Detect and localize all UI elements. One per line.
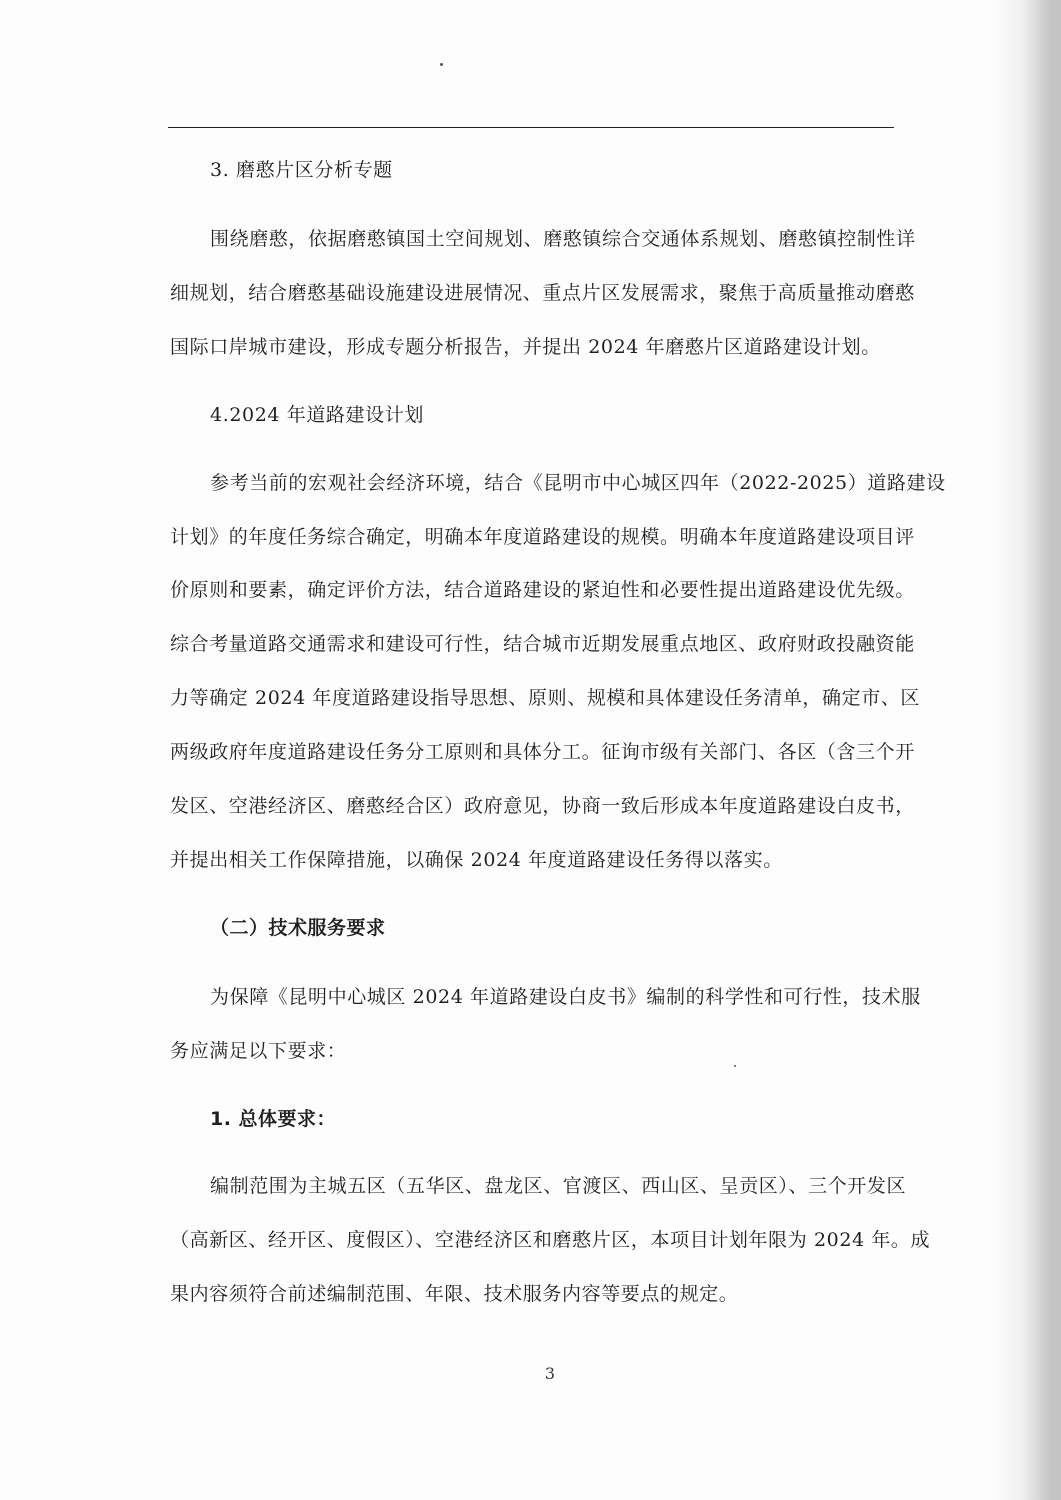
paragraph-line: 并提出相关工作保障措施，以确保 2024 年度道路建设任务得以落实。 xyxy=(170,849,783,871)
section-heading-3: 3. 磨憨片区分析专题 xyxy=(210,159,393,181)
paragraph-line: 计划》的年度任务综合确定，明确本年度道路建设的规模。明确本年度道路建设项目评 xyxy=(170,526,915,548)
paragraph-line: 价原则和要素，确定评价方法，结合道路建设的紧迫性和必要性提出道路建设优先级。 xyxy=(170,579,915,601)
scan-edge-shadow xyxy=(991,0,1061,1500)
paragraph-line: 果内容须符合前述编制范围、年限、技术服务内容等要点的规定。 xyxy=(170,1283,739,1305)
paragraph-line: 参考当前的宏观社会经济环境，结合《昆明市中心城区四年（2022-2025）道路建设 xyxy=(210,472,946,494)
paragraph-line: 编制范围为主城五区（五华区、盘龙区、官渡区、西山区、呈贡区）、三个开发区 xyxy=(210,1175,907,1197)
paragraph-line: 务应满足以下要求： xyxy=(170,1040,347,1062)
paragraph-line: 细规划，结合磨憨基础设施建设进展情况、重点片区发展需求，聚焦于高质量推动磨憨 xyxy=(170,282,915,304)
paragraph-line: 国际口岸城市建设，形成专题分析报告，并提出 2024 年磨憨片区道路建设计划。 xyxy=(170,336,881,358)
scan-speck xyxy=(734,1065,736,1067)
paragraph-line: 力等确定 2024 年度道路建设指导思想、原则、规模和具体建设任务清单，确定市、区 xyxy=(170,687,921,709)
paragraph-line: 两级政府年度道路建设任务分工原则和具体分工。征询市级有关部门、各区（含三个开 xyxy=(170,741,915,763)
scan-speck xyxy=(440,63,443,66)
section-heading-4: 4.2024 年道路建设计划 xyxy=(210,404,424,426)
header-rule xyxy=(168,127,894,128)
page-number: 3 xyxy=(544,1364,556,1383)
overall-requirements-heading: 1. 总体要求： xyxy=(210,1108,337,1130)
section-2-heading: （二）技术服务要求 xyxy=(210,917,386,939)
paragraph-line: （高新区、经开区、度假区）、空港经济区和磨憨片区，本项目计划年限为 2024 年。成 xyxy=(170,1229,931,1251)
paragraph-line: 围绕磨憨，依据磨憨镇国土空间规划、磨憨镇综合交通体系规划、磨憨镇控制性详 xyxy=(210,228,916,250)
paragraph-line: 发区、空港经济区、磨憨经合区）政府意见，协商一致后形成本年度道路建设白皮书， xyxy=(170,795,915,817)
paragraph-line: 为保障《昆明中心城区 2024 年道路建设白皮书》编制的科学性和可行性，技术服 xyxy=(210,986,921,1008)
paragraph-line: 综合考量道路交通需求和建设可行性，结合城市近期发展重点地区、政府财政投融资能 xyxy=(170,633,915,655)
